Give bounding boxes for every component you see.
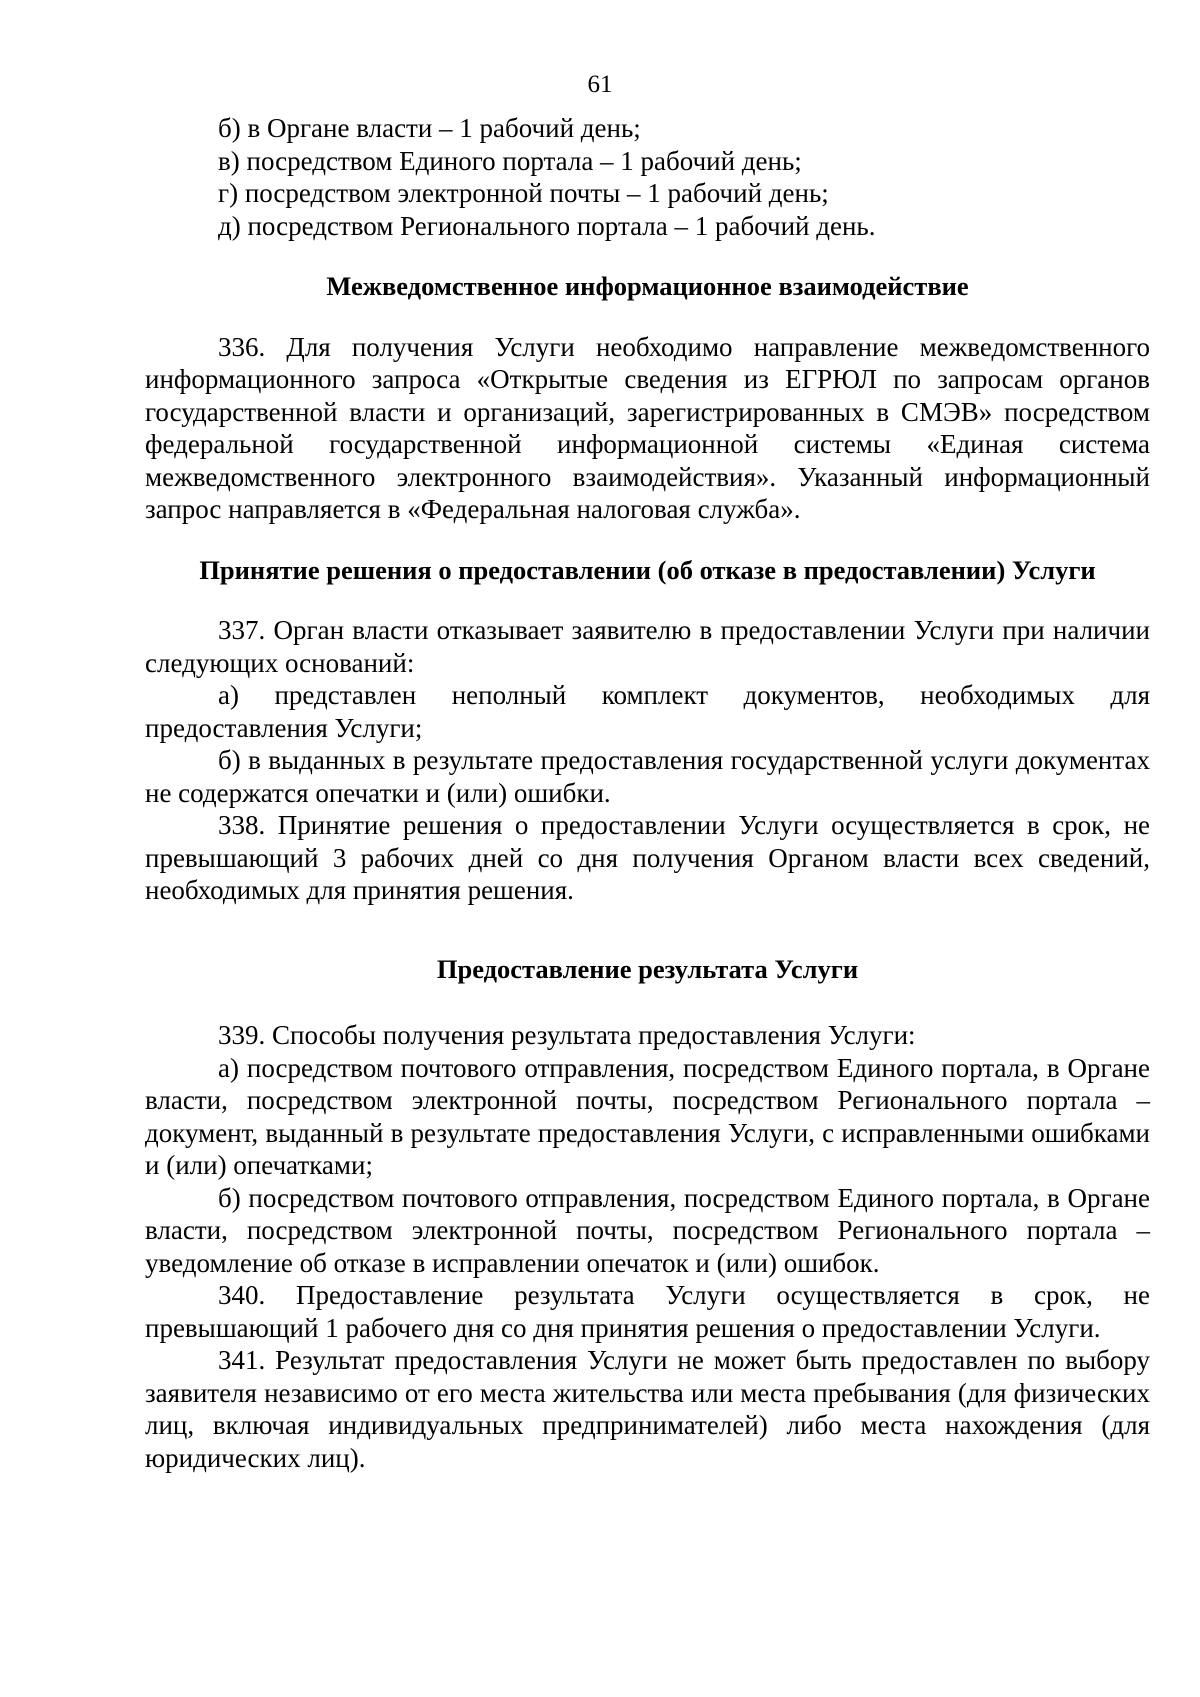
paragraph-341: 341. Результат предоставления Услуги не может быть предоставлен по выбору заявителя независимо от его места жительства или места пребывания (для физических лиц, включая индивидуальных предпринимателей) либо места нахождения (для юридических лиц). xyxy=(145,1345,1150,1473)
section-heading-result: Предоставление результата Услуги xyxy=(436,953,859,984)
paragraph-339-b: б) посредством почтового отправления, посредством Единого портала, в Органе власти, посредством электронной почты, посредством Регионального портала – уведомление об отказе в исправлении опечаток и (или) ошибок. xyxy=(145,1182,1150,1278)
paragraph-340: 340. Предоставление результата Услуги осуществляется в срок, не превышающий 1 рабочего дня со дня принятия решения о предоставлении Услуги. xyxy=(145,1280,1150,1343)
section-body-decision xyxy=(145,614,1150,907)
list-item: в) посредством Единого портала – 1 рабочий день; xyxy=(218,145,802,176)
list-item: г) посредством электронной почты – 1 рабочий день; xyxy=(218,178,829,208)
paragraph-337-a: а) представлен неполный комплект документов, необходимых для предоставления Услуги; xyxy=(145,680,1150,743)
paragraph-336: 336. Для получения Услуги необходимо направление межведомственного информационного запроса «Открытые сведения из ЕГРЮЛ по запросам органов государственной власти и организаций, зарегистрированных в СМЭВ» посредством федеральной государственной информационной системы «Единая система межведомственного электронного взаимодействия». Указанный информационный запрос направляется в «Федеральная налоговая служба». xyxy=(145,331,1150,524)
paragraph-339: 339. Способы получения результата предоставления Услуги: xyxy=(218,1020,916,1050)
paragraph-338: 338. Принятие решения о предоставлении Услуги осуществляется в срок, не превышающий 3 рабочих дней со дня получения Органом власти всех сведений, необходимых для принятия решения. xyxy=(145,810,1150,905)
list-item: д) посредством Регионального портала – 1 рабочий день. xyxy=(218,210,876,241)
top-item-list xyxy=(145,112,1150,242)
section-body-interagency xyxy=(145,331,1150,526)
paragraph-339-a: а) посредством почтового отправления, посредством Единого портала, в Органе власти, посредством электронной почты, посредством Регионального портала – документ, выданный в результате предоставления Услуги, с исправленными ошибками и (или) опечатками; xyxy=(145,1052,1150,1180)
section-heading-decision: Принятие решения о предоставлении (об отказе в предоставлении) Услуги xyxy=(199,554,1096,585)
section-heading-interagency: Межведомственное информационное взаимодействие xyxy=(326,271,969,301)
paragraph-337: 337. Орган власти отказывает заявителю в предоставлении Услуги при наличии следующих оснований: xyxy=(145,615,1150,678)
list-item: б) в Органе власти – 1 рабочий день; xyxy=(218,113,641,143)
page-number: 61 xyxy=(587,71,613,98)
paragraph-337-b: б) в выданных в результате предоставления государственной услуги документах не содержатся опечатки и (или) ошибки. xyxy=(145,745,1150,808)
section-body-result xyxy=(145,1019,1150,1474)
document-body xyxy=(145,112,1150,1474)
